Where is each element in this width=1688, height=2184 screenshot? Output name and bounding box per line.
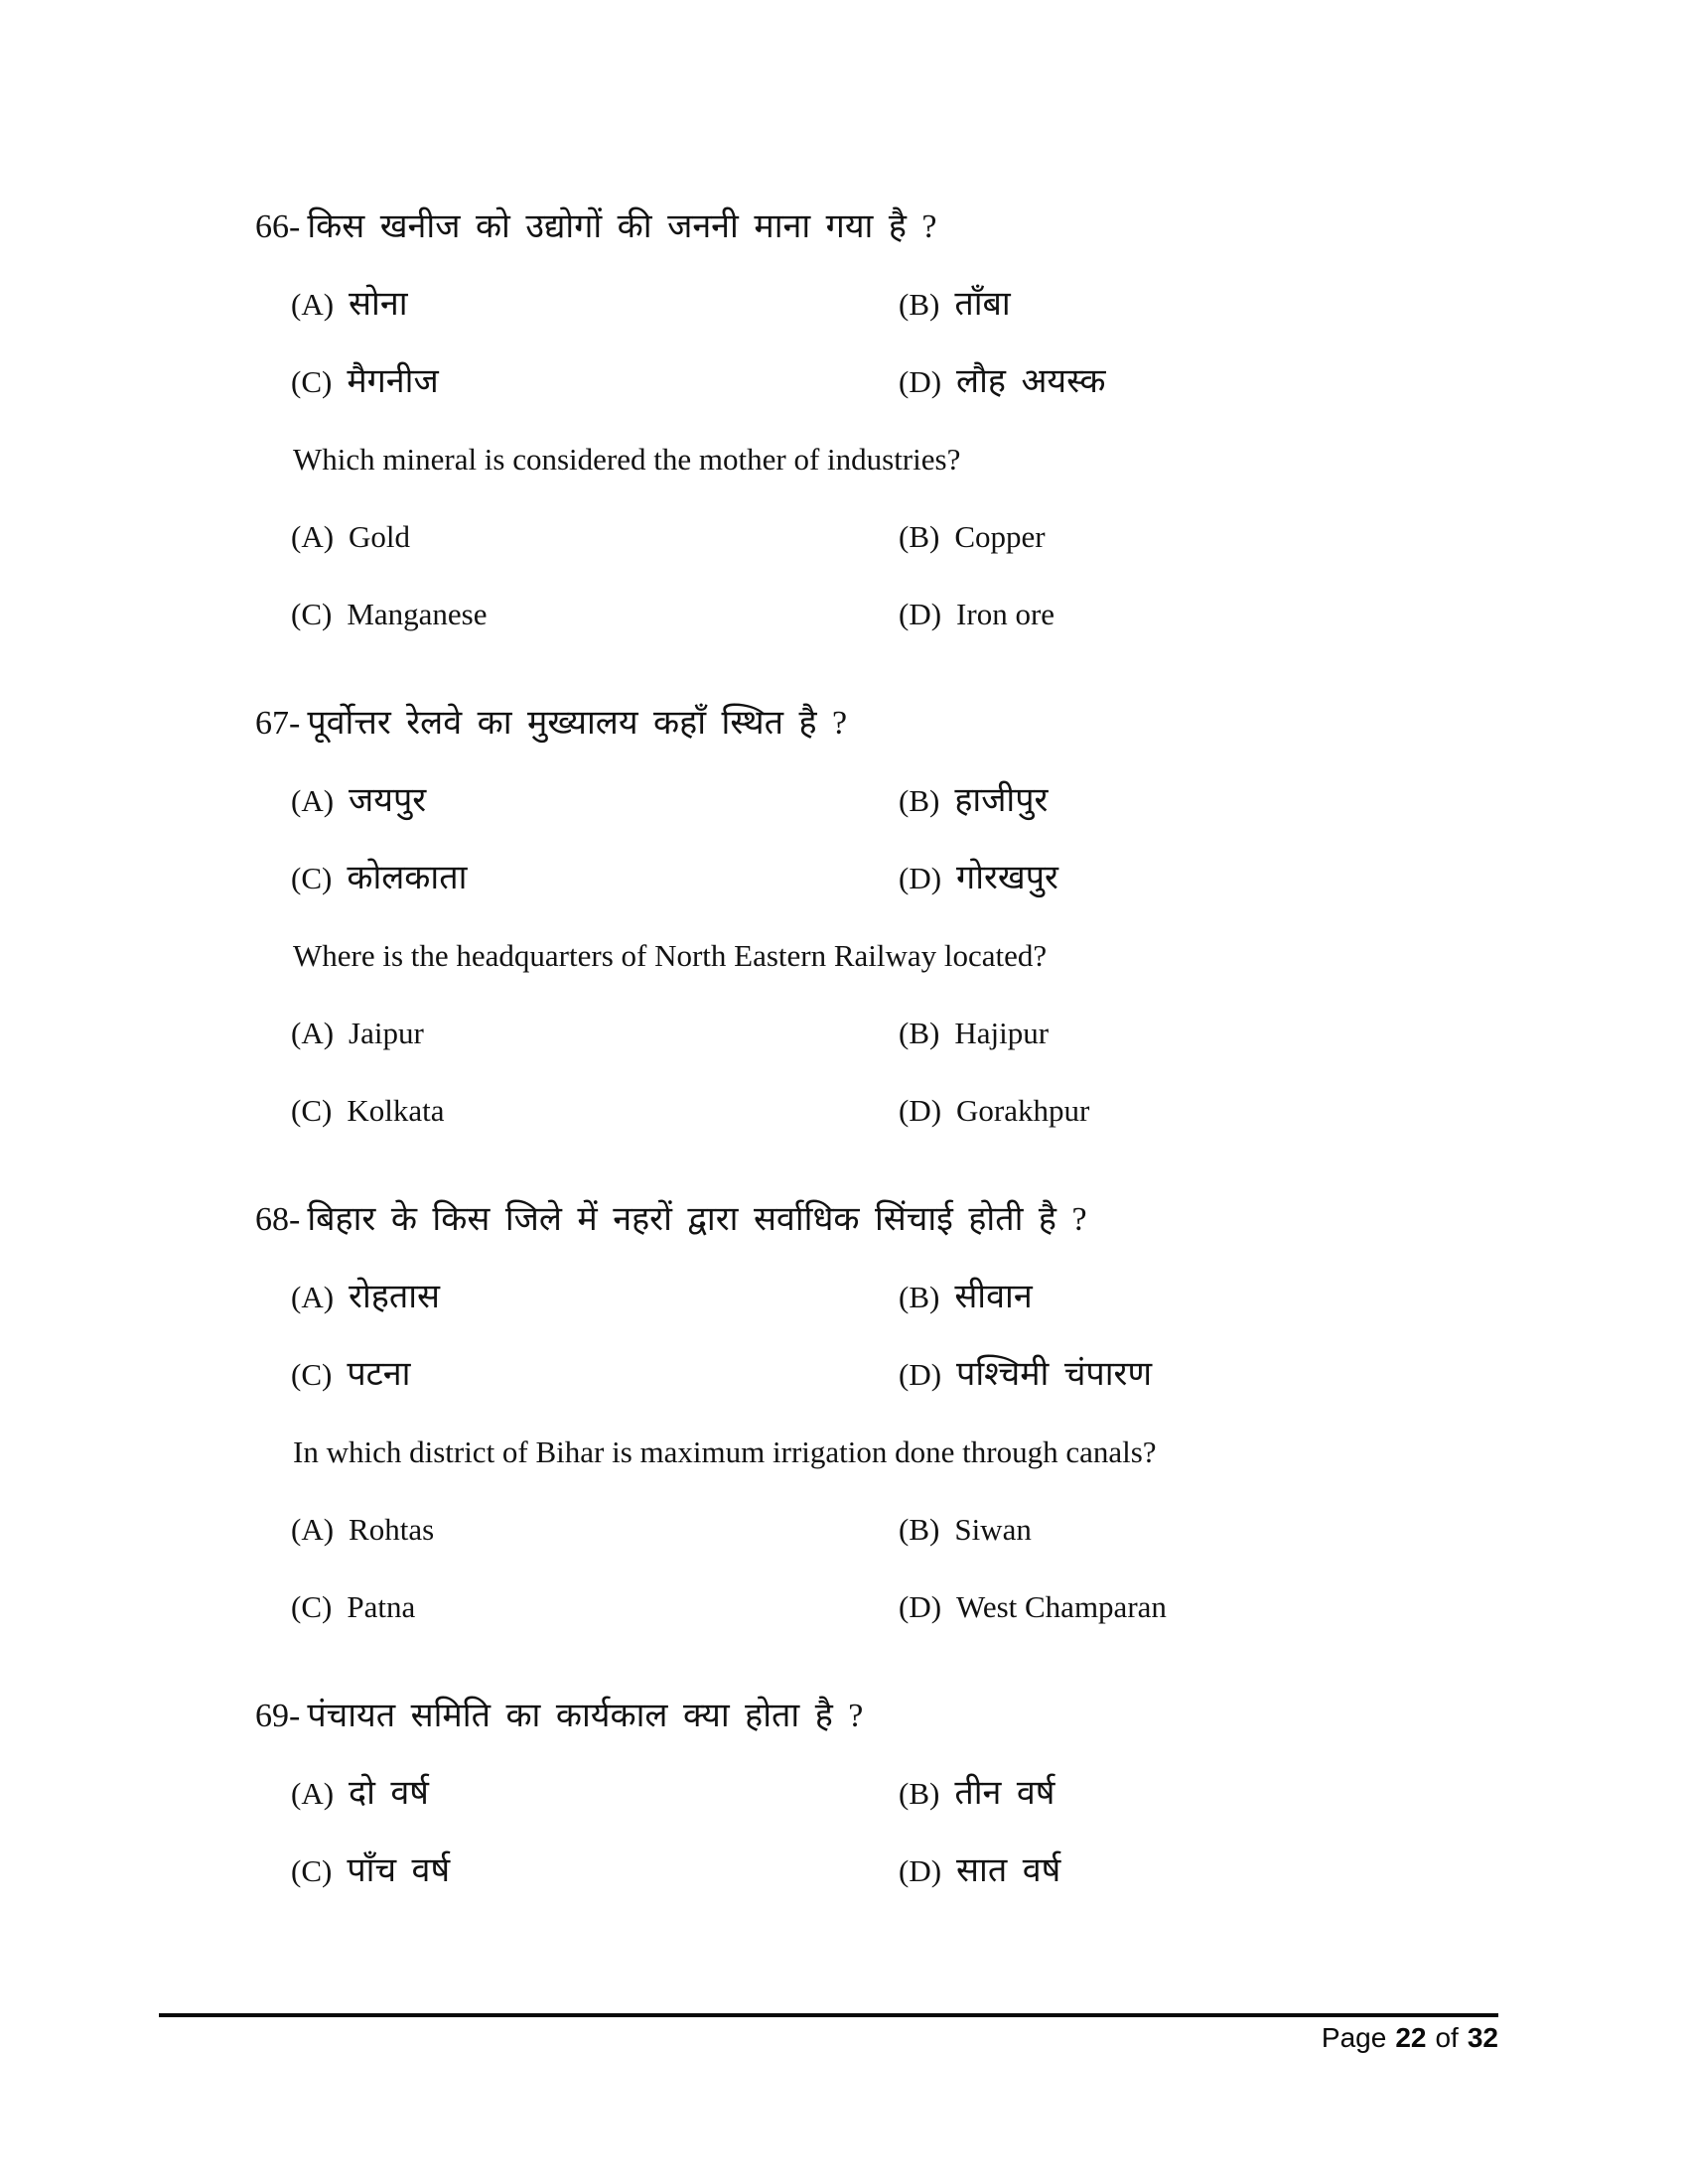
- option-letter: (B): [899, 1512, 940, 1547]
- option-a-hindi: [291, 1275, 899, 1320]
- question-hindi-row: [255, 701, 1536, 747]
- option-letter: (A): [291, 1512, 335, 1547]
- options-english: [291, 1011, 1536, 1134]
- question-hindi-row: [255, 205, 1536, 250]
- option-text: कोलकाता: [347, 860, 468, 896]
- option-a-english: [291, 1507, 899, 1553]
- question-block-67: [255, 701, 1536, 1134]
- option-text: जयपुर: [349, 782, 427, 819]
- option-text: मैगनीज: [347, 363, 439, 400]
- question-text-hindi: किस खनीज को उद्योगों की जननी माना गया है ?: [307, 208, 937, 245]
- option-c-hindi: [291, 1848, 899, 1894]
- option-text: Hajipur: [954, 1016, 1050, 1050]
- option-letter: (A): [291, 1016, 335, 1050]
- options-hindi: [291, 1275, 1536, 1398]
- option-letter: (D): [899, 1589, 942, 1624]
- option-letter: (C): [291, 861, 333, 895]
- option-d-hindi: [899, 856, 1536, 901]
- option-text: Jaipur: [349, 1016, 424, 1050]
- option-text: सात वर्ष: [956, 1852, 1061, 1889]
- option-letter: (A): [291, 1280, 335, 1314]
- option-b-hindi: [899, 1771, 1536, 1817]
- option-d-english: [899, 1584, 1536, 1630]
- option-letter: (B): [899, 1280, 940, 1314]
- option-letter: (A): [291, 783, 335, 818]
- option-letter: (D): [899, 861, 942, 895]
- option-c-hindi: [291, 359, 899, 405]
- option-text: Gold: [349, 519, 411, 554]
- options-english: [291, 514, 1536, 637]
- option-letter: (C): [291, 1357, 333, 1392]
- option-text: हाजीपुर: [954, 782, 1049, 819]
- options-english: [291, 1507, 1536, 1630]
- question-block-68: [255, 1197, 1536, 1630]
- question-text-hindi: पंचायत समिति का कार्यकाल क्या होता है ?: [307, 1698, 864, 1734]
- option-text: Kolkata: [347, 1093, 445, 1128]
- question-number: 66-: [255, 208, 301, 245]
- option-text: दो वर्ष: [349, 1775, 429, 1812]
- option-text: रोहतास: [349, 1279, 440, 1315]
- option-text: सोना: [349, 286, 408, 323]
- option-c-english: [291, 1088, 899, 1134]
- options-hindi: [291, 282, 1536, 405]
- question-number: 69-: [255, 1698, 301, 1734]
- footer-current-page: 22: [1395, 2022, 1427, 2053]
- question-text-english: Which mineral is considered the mother of industries?: [293, 442, 961, 477]
- option-b-english: [899, 1507, 1536, 1553]
- option-text: पटना: [347, 1356, 411, 1393]
- footer-of-label: of: [1435, 2022, 1459, 2053]
- option-letter: (A): [291, 519, 335, 554]
- option-letter: (C): [291, 1093, 333, 1128]
- page-number-indicator: [159, 2017, 1498, 2054]
- option-a-hindi: [291, 778, 899, 824]
- option-text: Siwan: [954, 1512, 1032, 1547]
- option-letter: (B): [899, 1016, 940, 1050]
- option-text: Copper: [954, 519, 1046, 554]
- option-text: लौह अयस्क: [956, 363, 1106, 400]
- option-b-english: [899, 1011, 1536, 1056]
- option-letter: (B): [899, 1776, 940, 1811]
- question-text-english: Where is the headquarters of North Eastern Railway located?: [293, 938, 1048, 973]
- question-block-66: [255, 205, 1536, 637]
- option-text: पाँच वर्ष: [347, 1852, 451, 1889]
- question-block-69: [255, 1694, 1536, 1894]
- option-text: ताँबा: [954, 286, 1011, 323]
- option-text: West Champaran: [956, 1589, 1167, 1624]
- option-d-hindi: [899, 1848, 1536, 1894]
- footer-total-pages: 32: [1467, 2022, 1498, 2053]
- option-letter: (D): [899, 364, 942, 399]
- footer-page-label: Page: [1321, 2022, 1387, 2053]
- option-c-hindi: [291, 1352, 899, 1398]
- option-text: Manganese: [347, 597, 488, 631]
- questions-area: [255, 205, 1536, 1958]
- option-c-english: [291, 592, 899, 637]
- option-letter: (D): [899, 597, 942, 631]
- option-d-english: [899, 1088, 1536, 1134]
- question-number: 67-: [255, 705, 301, 742]
- option-letter: (C): [291, 597, 333, 631]
- option-a-english: [291, 514, 899, 560]
- option-letter: (C): [291, 1589, 333, 1624]
- option-b-english: [899, 514, 1536, 560]
- option-text: Iron ore: [956, 597, 1055, 631]
- options-hindi: [291, 1771, 1536, 1894]
- question-hindi-row: [255, 1694, 1536, 1739]
- option-d-hindi: [899, 359, 1536, 405]
- question-text-hindi: पूर्वोत्तर रेलवे का मुख्यालय कहाँ स्थित है ?: [307, 705, 848, 742]
- option-a-english: [291, 1011, 899, 1056]
- question-text-english: In which district of Bihar is maximum irrigation done through canals?: [293, 1434, 1157, 1469]
- page-footer: [159, 2013, 1498, 2054]
- option-letter: (B): [899, 287, 940, 322]
- option-d-hindi: [899, 1352, 1536, 1398]
- option-letter: (A): [291, 1776, 335, 1811]
- option-text: Patna: [347, 1589, 416, 1624]
- option-c-hindi: [291, 856, 899, 901]
- option-text: Gorakhpur: [956, 1093, 1090, 1128]
- option-letter: (B): [899, 783, 940, 818]
- option-b-hindi: [899, 1275, 1536, 1320]
- option-b-hindi: [899, 282, 1536, 328]
- option-letter: (C): [291, 1853, 333, 1888]
- option-letter: (C): [291, 364, 333, 399]
- option-letter: (A): [291, 287, 335, 322]
- option-a-hindi: [291, 282, 899, 328]
- option-text: Rohtas: [349, 1512, 435, 1547]
- question-hindi-row: [255, 1197, 1536, 1243]
- option-c-english: [291, 1584, 899, 1630]
- option-d-english: [899, 592, 1536, 637]
- option-letter: (B): [899, 519, 940, 554]
- question-text-hindi: बिहार के किस जिले में नहरों द्वारा सर्वाधिक सिंचाई होती है ?: [307, 1201, 1087, 1238]
- option-a-hindi: [291, 1771, 899, 1817]
- option-text: गोरखपुर: [956, 860, 1058, 896]
- option-letter: (D): [899, 1093, 942, 1128]
- option-text: पश्चिमी चंपारण: [956, 1356, 1153, 1393]
- option-text: सीवान: [954, 1279, 1033, 1315]
- option-letter: (D): [899, 1853, 942, 1888]
- option-b-hindi: [899, 778, 1536, 824]
- question-number: 68-: [255, 1201, 301, 1238]
- option-text: तीन वर्ष: [954, 1775, 1055, 1812]
- options-hindi: [291, 778, 1536, 901]
- option-letter: (D): [899, 1357, 942, 1392]
